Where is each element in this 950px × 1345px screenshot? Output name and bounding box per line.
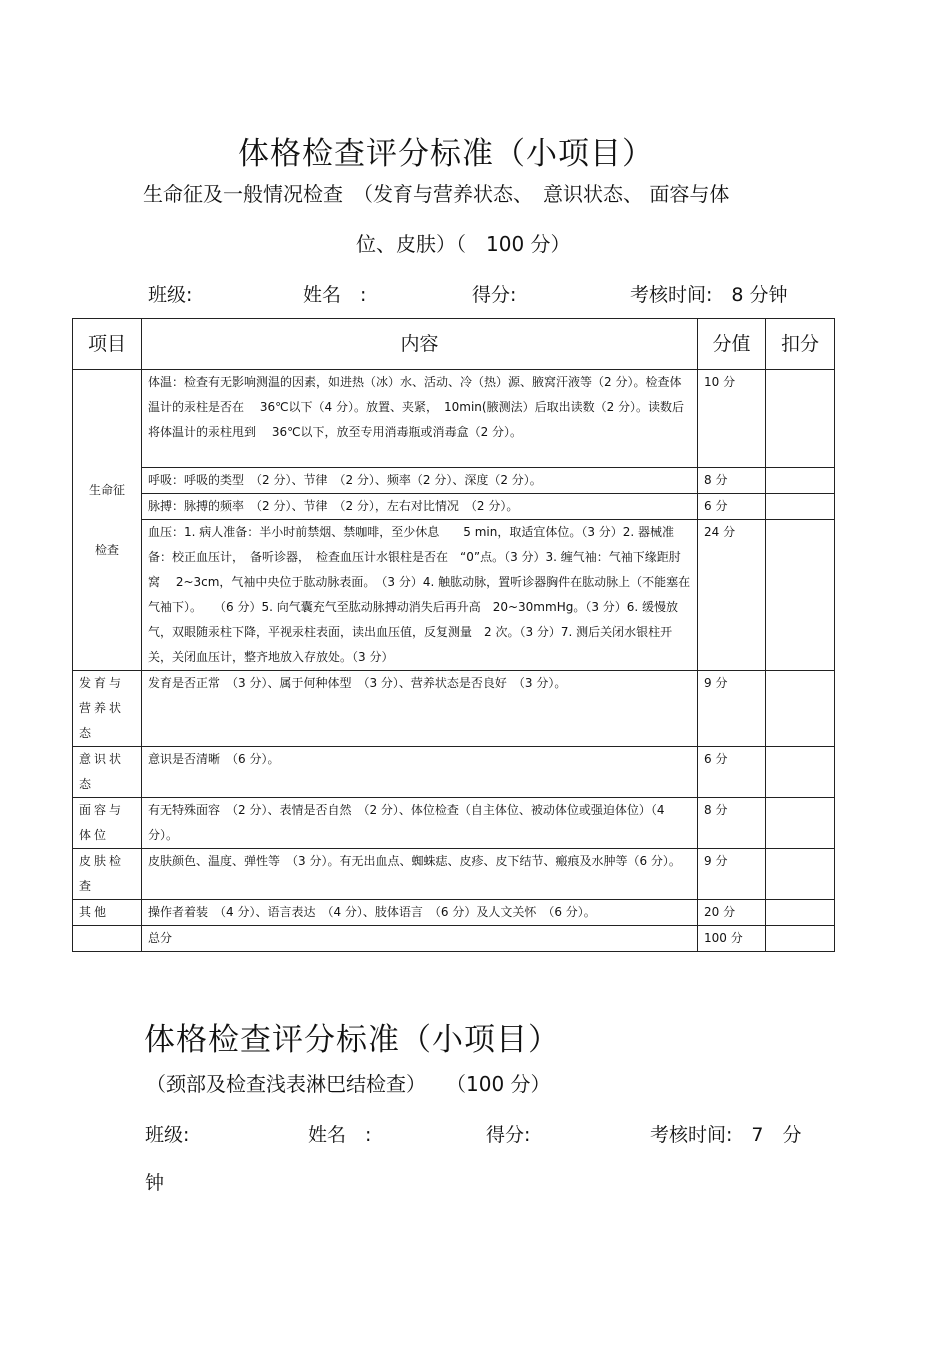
section1-subtitle-line1: 生命征及一般情况检查 （发育与营养状态、 意识状态、 面容与体 bbox=[143, 182, 730, 206]
row-item: 意识状态 bbox=[73, 747, 142, 798]
name-label: 姓名 : bbox=[303, 284, 367, 306]
exam-time-suffix: 钟 bbox=[145, 1172, 165, 1194]
row-content: 呼吸：呼吸的类型 （2 分）、节律 （2 分）、频率（2 分）、深度（2 分）。 bbox=[142, 468, 698, 494]
row-content: 意识是否清晰 （6 分）。 bbox=[142, 747, 698, 798]
row-content: 血压：1. 病人准备：半小时前禁烟、禁咖啡，至少休息 5 min，取适宜体位。（3 分）2. 器械准备：校正血压计， 备听诊器， 检查血压计水银柱是否在 “0”点。（3 分）3. 缠气袖：气袖下缘距肘窝 2~3cm，气袖中央位于肱动脉表面。 （3 分）4. 触肱动脉，置听诊器胸件在肱动脉上（不能塞在气袖下）。 （6 分）5. 向气囊充气至肱动脉搏动消失后再升高 20~30mmHg。（3 分）6. 缓慢放气，双眼随汞柱下降，平视汞柱表面，读出血压值，反复测量 2 次。（3 分）7. 测后关闭水银柱开关，关闭血压计，整齐地放入存放处。（3 分） bbox=[142, 520, 698, 671]
table-row bbox=[73, 900, 835, 926]
vital-label-b: 检查 bbox=[94, 543, 119, 557]
row-score: 9 分 bbox=[698, 849, 766, 900]
row-score: 6 分 bbox=[698, 494, 766, 520]
row-score: 10 分 bbox=[698, 370, 766, 468]
row-content: 有无特殊面容 （2 分）、表情是否自然 （2 分）、体位检查（自主体位、被动体位或强迫体位）（4 分）。 bbox=[142, 798, 698, 849]
row-score: 24 分 bbox=[698, 520, 766, 671]
row-item: 面容与体位 bbox=[73, 798, 142, 849]
class-label: 班级: bbox=[148, 284, 193, 306]
table-row bbox=[73, 370, 835, 468]
class-label-2: 班级: bbox=[145, 1124, 190, 1146]
row-item bbox=[73, 926, 142, 952]
row-deduction bbox=[766, 520, 835, 671]
row-score: 9 分 bbox=[698, 671, 766, 747]
exam-time-label: 考核时间: 8 分钟 bbox=[630, 284, 788, 306]
row-item: 其他 bbox=[73, 900, 142, 926]
row-content: 体温：检查有无影响测温的因素，如进热（冰）水、活动、冷（热）源、腋窝汗液等（2 分）。检查体温计的汞柱是否在 36℃以下（4 分）。放置、夹紧， 10min(腋测法）后取出读数（2 分）。读数后将体温计的汞柱甩到 36℃以下，放至专用消毒瓶或消毒盒（2 分）。 bbox=[142, 370, 698, 468]
row-score: 6 分 bbox=[698, 747, 766, 798]
row-content: 操作者着装 （4 分）、语言表达 （4 分）、肢体语言 （6 分）及人文关怀 （6 分）。 bbox=[142, 900, 698, 926]
row-item: 皮肤检查 bbox=[73, 849, 142, 900]
row-content: 脉搏：脉搏的频率 （2 分）、节律 （2 分），左右对比情况 （2 分）。 bbox=[142, 494, 698, 520]
table-row bbox=[73, 494, 835, 520]
table-row bbox=[73, 671, 835, 747]
header-score: 分值 bbox=[698, 319, 766, 370]
row-item: 发育与营养状态 bbox=[73, 671, 142, 747]
header-item: 项目 bbox=[73, 319, 142, 370]
vital-signs-group-cell bbox=[73, 370, 142, 671]
table-row bbox=[73, 468, 835, 494]
table-row bbox=[73, 798, 835, 849]
row-deduction bbox=[766, 747, 835, 798]
row-deduction bbox=[766, 370, 835, 468]
table-row bbox=[73, 849, 835, 900]
total-label: 总分 bbox=[142, 926, 698, 952]
row-deduction bbox=[766, 671, 835, 747]
row-score: 8 分 bbox=[698, 468, 766, 494]
vital-label-a: 生命征 bbox=[88, 483, 125, 497]
header-content: 内容 bbox=[142, 319, 698, 370]
row-deduction bbox=[766, 468, 835, 494]
row-deduction bbox=[766, 849, 835, 900]
table-row bbox=[73, 520, 835, 671]
exam-time-label-2: 考核时间: 7 分 bbox=[650, 1124, 802, 1146]
section2-subtitle: （颈部及检查浅表淋巴结检查） （100 分） bbox=[146, 1072, 551, 1096]
row-content: 发育是否正常 （3 分）、属于何种体型 （3 分）、营养状态是否良好 （3 分）。 bbox=[142, 671, 698, 747]
table-total-row bbox=[73, 926, 835, 952]
row-score: 8 分 bbox=[698, 798, 766, 849]
row-content: 皮肤颜色、温度、弹性等 （3 分）。有无出血点、蜘蛛痣、皮疹、皮下结节、瘢痕及水肿等（6 分）。 bbox=[142, 849, 698, 900]
row-deduction bbox=[766, 798, 835, 849]
section1-subtitle-line2: 位、皮肤）（ 100 分） bbox=[356, 232, 571, 256]
name-label-2: 姓名 : bbox=[308, 1124, 372, 1146]
score-label-2: 得分: bbox=[486, 1124, 531, 1146]
row-score: 20 分 bbox=[698, 900, 766, 926]
row-deduction bbox=[766, 494, 835, 520]
section2-title: 体格检查评分标准（小项目） bbox=[144, 1022, 560, 1058]
row-deduction bbox=[766, 900, 835, 926]
section1-title: 体格检查评分标准（小项目） bbox=[238, 136, 654, 172]
header-deduction: 扣分 bbox=[766, 319, 835, 370]
total-score: 100 分 bbox=[698, 926, 766, 952]
table-header-row bbox=[73, 319, 835, 370]
table-row bbox=[73, 747, 835, 798]
score-label: 得分: bbox=[472, 284, 517, 306]
row-deduction bbox=[766, 926, 835, 952]
scoring-table bbox=[72, 318, 835, 952]
